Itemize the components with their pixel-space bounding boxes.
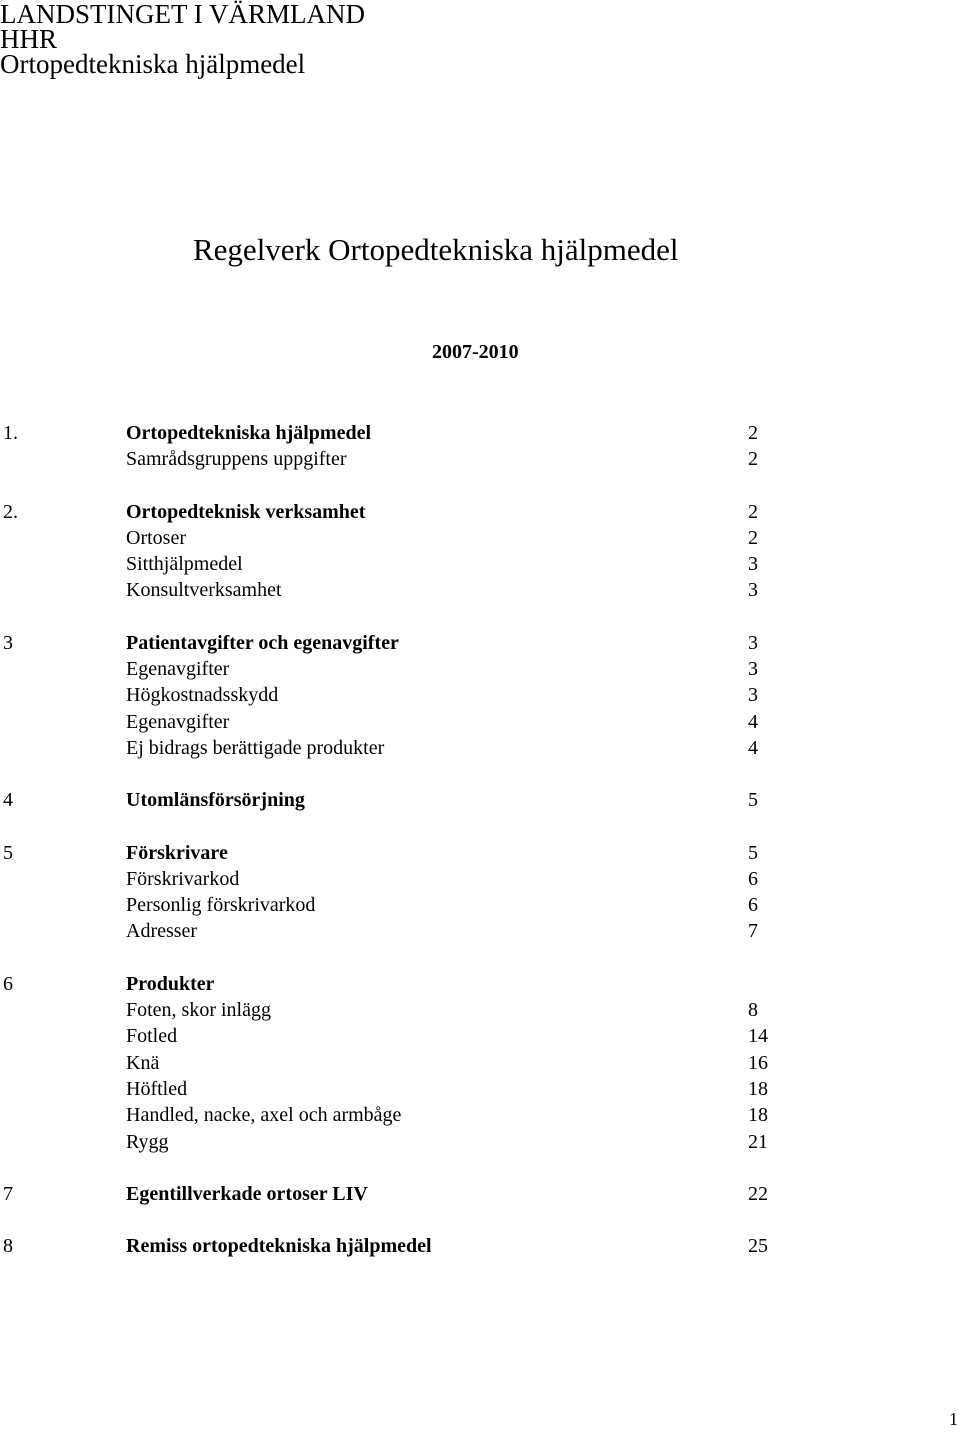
- toc-entry: [0, 577, 960, 603]
- toc-entry: [0, 918, 960, 944]
- toc-page-number: 5: [748, 789, 758, 812]
- toc-section-number: 7: [3, 1182, 13, 1205]
- toc-page-number: 8: [748, 999, 758, 1022]
- section-spacer: [0, 473, 960, 499]
- toc-section: [0, 420, 960, 473]
- toc-entry-title: Samrådsgruppens uppgifter: [126, 448, 347, 471]
- toc-entry-title: Förskrivarkod: [126, 867, 240, 890]
- toc-entry-title: Höftled: [126, 1077, 188, 1100]
- toc-entry: [0, 997, 960, 1023]
- toc-entry: [0, 1076, 960, 1102]
- toc-section-heading: [0, 1181, 960, 1207]
- document-header: [0, 2, 365, 77]
- toc-section: [0, 1181, 960, 1207]
- toc-entry: [0, 709, 960, 735]
- toc-section-heading: [0, 630, 960, 656]
- toc-page-number: 2: [748, 448, 758, 471]
- toc-page-number: 5: [748, 841, 758, 864]
- toc-page-number: 4: [748, 710, 758, 733]
- toc-section-heading: [0, 1233, 960, 1259]
- toc-section: [0, 499, 960, 604]
- toc-section-heading: [0, 499, 960, 525]
- toc-entry: [0, 525, 960, 551]
- toc-section-number: 8: [3, 1235, 13, 1258]
- toc-entry-title: Egenavgifter: [126, 710, 230, 733]
- toc-section-number: 6: [3, 972, 13, 995]
- toc-section-number: 5: [3, 841, 13, 864]
- toc-section: [0, 630, 960, 761]
- toc-section-number: 2.: [3, 500, 18, 523]
- section-spacer: [0, 1155, 960, 1181]
- section-spacer: [0, 945, 960, 971]
- toc-entry: [0, 656, 960, 682]
- toc-page-number: 14: [748, 1025, 768, 1048]
- toc-page-number: 22: [748, 1182, 768, 1205]
- toc-page-number: 3: [748, 579, 758, 602]
- toc-entry-title: Rygg: [126, 1130, 169, 1153]
- section-spacer: [0, 1207, 960, 1233]
- toc-entry: [0, 1129, 960, 1155]
- toc-section-heading: [0, 420, 960, 446]
- toc-entry: [0, 1102, 960, 1128]
- toc-page-number: 16: [748, 1051, 768, 1074]
- toc-section-title: Ortopedtekniska hjälpmedel: [126, 422, 372, 444]
- toc-section-title: Egentillverkade ortoser LIV: [126, 1182, 368, 1205]
- toc-entry: [0, 1023, 960, 1049]
- toc-entry-title: Konsultverksamhet: [126, 579, 282, 602]
- toc-page-number: 3: [748, 684, 758, 707]
- section-spacer: [0, 814, 960, 840]
- toc-section-title: Ortopedteknisk verksamhet: [126, 500, 366, 523]
- toc-entry-title: Personlig förskrivarkod: [126, 894, 316, 917]
- toc-section-title: Produkter: [126, 972, 215, 995]
- toc-entry: [0, 551, 960, 577]
- toc-page-number: 3: [748, 658, 758, 681]
- toc-page-number: 3: [748, 631, 758, 654]
- header-subject: Ortopedtekniska hjälpmedel: [0, 49, 306, 79]
- toc-page-number: 6: [748, 867, 758, 890]
- toc-page-number: 7: [748, 920, 758, 943]
- toc-entry: [0, 446, 960, 472]
- toc-entry-title: Egenavgifter: [126, 658, 230, 681]
- toc-entry-title: Ortoser: [126, 526, 186, 549]
- table-of-contents: [0, 420, 960, 1259]
- toc-section: [0, 787, 960, 813]
- toc-entry-title: Foten, skor inlägg: [126, 999, 271, 1022]
- document-title: Regelverk Ortopedtekniska hjälpmedel: [193, 232, 679, 267]
- toc-entry: [0, 682, 960, 708]
- toc-entry-title: Sitthjälpmedel: [126, 553, 243, 576]
- toc-entry: [0, 735, 960, 761]
- toc-section-heading: [0, 840, 960, 866]
- toc-section: [0, 971, 960, 1155]
- toc-section: [0, 840, 960, 945]
- toc-entry-title: Högkostnadsskydd: [126, 684, 279, 707]
- toc-section-title: Förskrivare: [126, 841, 228, 864]
- section-spacer: [0, 761, 960, 787]
- toc-section-title: Remiss ortopedtekniska hjälpmedel: [126, 1235, 432, 1258]
- toc-section-title: Patientavgifter och egenavgifter: [126, 631, 399, 654]
- toc-entry: [0, 866, 960, 892]
- toc-page-number: 3: [748, 553, 758, 576]
- toc-section: [0, 1233, 960, 1259]
- document-years: 2007-2010: [432, 341, 519, 363]
- toc-page-number: 2: [748, 526, 758, 549]
- header-organization: LANDSTINGET I VÄRMLAND: [0, 0, 365, 29]
- section-spacer: [0, 604, 960, 630]
- toc-entry-title: Handled, nacke, axel och armbåge: [126, 1104, 402, 1127]
- page-number: 1: [949, 1409, 958, 1429]
- toc-page-number: 25: [748, 1235, 768, 1258]
- toc-section-heading: [0, 787, 960, 813]
- toc-page-number: 2: [748, 422, 758, 444]
- toc-entry-title: Knä: [126, 1051, 160, 1074]
- toc-section-heading: [0, 971, 960, 997]
- toc-section-number: 3: [3, 631, 13, 654]
- header-department: HHR: [0, 24, 58, 54]
- toc-page-number: 21: [748, 1130, 768, 1153]
- toc-section-title: Utomlänsförsörjning: [126, 789, 305, 812]
- toc-section-number: 1.: [3, 422, 18, 444]
- toc-section-number: 4: [3, 789, 13, 812]
- toc-page-number: 4: [748, 736, 758, 759]
- toc-entry-title: Ej bidrags berättigade produkter: [126, 736, 385, 759]
- toc-page-number: 18: [748, 1077, 768, 1100]
- toc-entry-title: Fotled: [126, 1025, 178, 1048]
- toc-page-number: 18: [748, 1104, 768, 1127]
- toc-entry: [0, 892, 960, 918]
- toc-entry-title: Adresser: [126, 920, 198, 943]
- toc-entry: [0, 1050, 960, 1076]
- toc-page-number: 6: [748, 894, 758, 917]
- toc-page-number: 2: [748, 500, 758, 523]
